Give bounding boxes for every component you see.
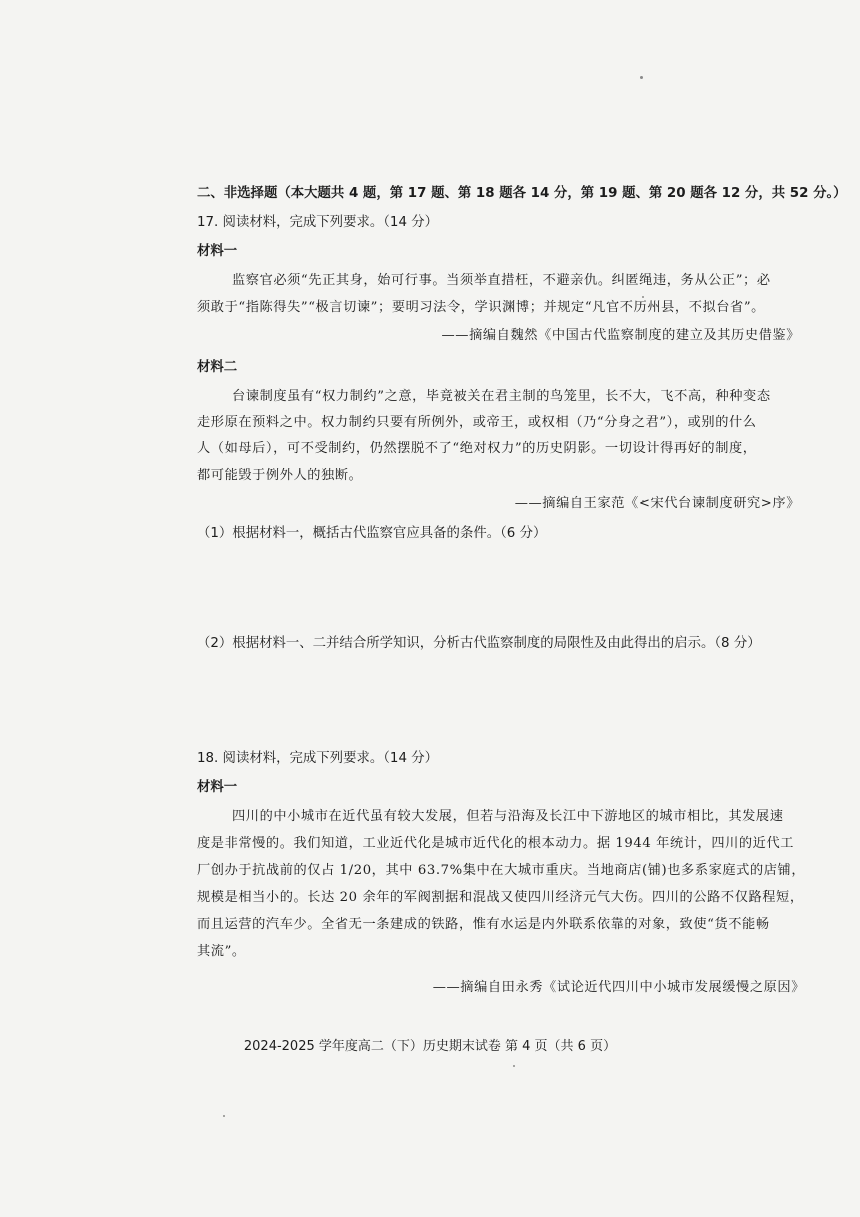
- q18-material1-line: 规模是相当小的。长达 20 余年的军阀割据和混战又使四川经济元气大伤。四川的公路不仅路程短，: [197, 890, 804, 905]
- scan-speck: [640, 76, 643, 79]
- q17-material2-label: 材料二: [197, 360, 238, 375]
- q17-material1-line: 须敢于“指陈得失”“极言切谏”；要明习法令，学识渊博；并规定“凡官不历州县，不拟台省”。: [197, 300, 765, 315]
- q17-material1-source: ——摘编自魏然《中国古代监察制度的建立及其历史借鉴》: [441, 328, 800, 343]
- q18-material1-line: 其流”。: [197, 944, 246, 959]
- q18-material1-line: 厂创办于抗战前的仅占 1/20，其中 63.7%集中在大城市重庆。当地商店(铺)也多系家庭式的店铺，: [197, 863, 806, 878]
- scan-speck: [513, 1065, 515, 1067]
- scan-speck: [223, 1115, 225, 1117]
- page-footer: 2024-2025 学年度高二（下）历史期末试卷 第 4 页（共 6 页）: [243, 1039, 617, 1054]
- q17-material2-line: 台谏制度虽有“权力制约”之意，毕竟被关在君主制的鸟笼里，长不大，飞不高，种种变态: [232, 389, 771, 404]
- q17-material1-line: 监察官必须“先正其身，始可行事。当须举直措枉，不避亲仇。纠匿绳违，务从公正”；必: [232, 273, 771, 288]
- q17-title: 17. 阅读材料，完成下列要求。（14 分）: [197, 215, 439, 230]
- q17-material2-source: ——摘编自王家范《<宋代台谏制度研究>序》: [514, 496, 800, 511]
- q18-title: 18. 阅读材料，完成下列要求。（14 分）: [197, 751, 439, 766]
- q17-subquestion-2: （2）根据材料一、二并结合所学知识，分析古代监察制度的局限性及由此得出的启示。（8 分）: [197, 636, 761, 651]
- q18-material1-line: 度是非常慢的。我们知道，工业近代化是城市近代化的根本动力。据 1944 年统计，四川的近代工: [197, 836, 795, 851]
- q18-material1-line: 四川的中小城市在近代虽有较大发展，但若与沿海及长江中下游地区的城市相比，其发展速: [232, 809, 784, 824]
- q18-material1-source: ——摘编自田永秀《试论近代四川中小城市发展缓慢之原因》: [432, 980, 805, 995]
- section-heading: 二、非选择题（本大题共 4 题，第 17 题、第 18 题各 14 分，第 19 题、第 20 题各 12 分，共 52 分。）: [197, 186, 847, 201]
- q17-material2-line: 都可能毁于例外人的独断。: [197, 468, 363, 483]
- q17-material2-line: 走形原在预料之中。权力制约只要有所例外，或帝王，或权相（乃“分身之君”），或别的什么: [197, 415, 757, 430]
- q17-material1-label: 材料一: [197, 244, 238, 259]
- q18-material1-line: 而且运营的汽车少。全省无一条建成的铁路，惟有水运是内外联系依靠的对象，致使“货不能畅: [197, 917, 770, 932]
- q17-material2-line: 人（如母后），可不受制约，仍然摆脱不了“绝对权力”的历史阴影。一切设计得再好的制度，: [197, 441, 757, 456]
- q18-material1-label: 材料一: [197, 780, 238, 795]
- q17-subquestion-1: （1）根据材料一，概括古代监察官应具备的条件。（6 分）: [197, 526, 547, 541]
